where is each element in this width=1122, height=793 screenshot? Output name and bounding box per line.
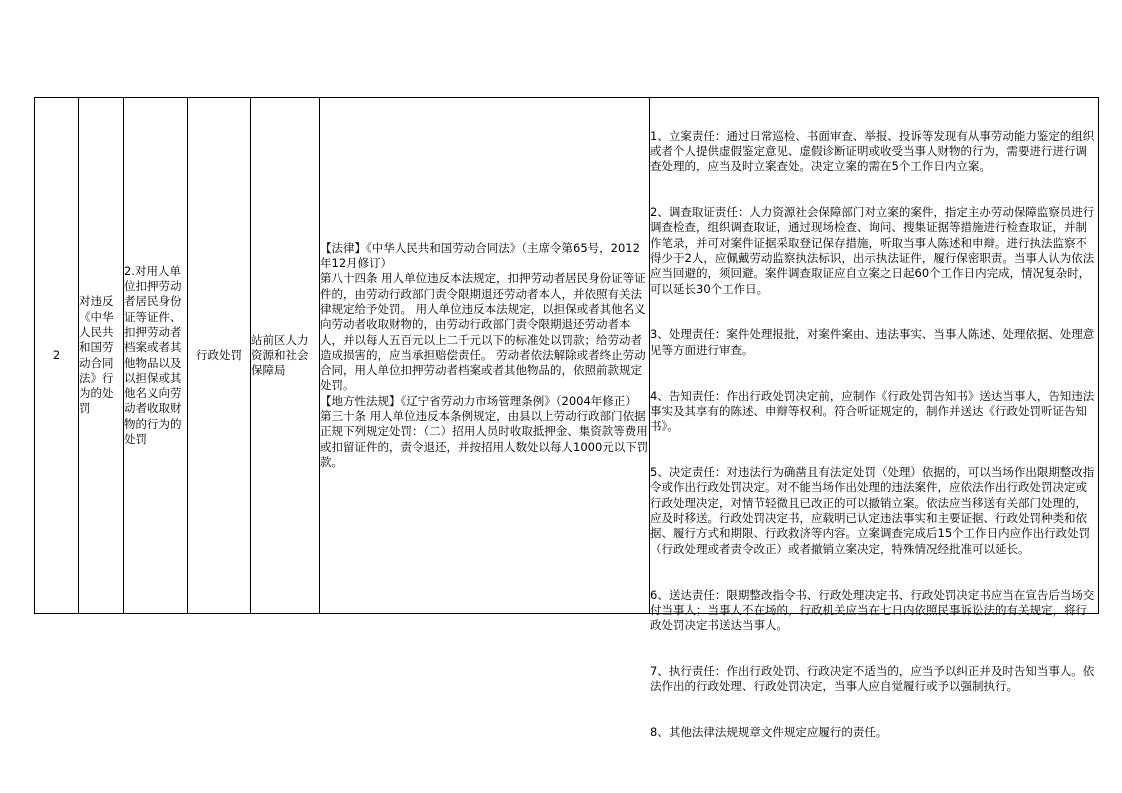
responsibility-item: 3、处理责任：案件处理报批，对案件案由、违法事实、当事人陈述、处理依据、处理意见等方面进行审查。 bbox=[650, 327, 1095, 357]
responsibility-item: 8、其他法律法规规章文件规定应履行的责任。 bbox=[650, 725, 888, 740]
responsibility-item: 2、调查取证责任：人力资源社会保障部门对立案的案件，指定主办劳动保障监察员进行调查检查，组织调查取证，通过现场检查、询问、搜集证据等措施进行检查取证，并制作笔录，并可对案件证据采取登记保存措施，听取当事人陈述和申辩。进行执法监察不得少于2人，应佩戴劳动监察执法标识，出示执法证件，履行保密职责。当事人认为依法应当回避的，须回避。案件调查取证应自立案之日起60个工作日内完成，情况复杂时，可以延长30个工作日。 bbox=[650, 205, 1095, 296]
sub-item: 2.对用人单位扣押劳动者居民身份证等证件、扣押劳动者档案或者其他物品以及以担保或其他名义向劳动者收取财物的行为的处罚 bbox=[124, 263, 182, 446]
responsibility-table bbox=[34, 97, 1099, 740]
responsibility-cell bbox=[650, 98, 1099, 740]
row-number-cell bbox=[35, 98, 79, 614]
basis-regulation-title: 【地方性法规】《辽宁省劳动力市场管理条例》（2004年修正） bbox=[320, 393, 637, 408]
row-number: 2 bbox=[52, 347, 61, 362]
legal-basis-cell bbox=[320, 98, 650, 614]
item-name-cell bbox=[79, 98, 124, 614]
responsibility-item: 7、执行责任：作出行政处罚、行政决定不适当的，应当予以纠正并及时告知当事人。依法作出的行政处理、行政处罚决定，当事人应自觉履行或予以强制执行。 bbox=[650, 663, 1095, 694]
department: 站前区人力资源和社会保障局 bbox=[251, 332, 309, 378]
responsibility-item: 1、立案责任：通过日常巡检、书面审查、举报、投诉等发现有从事劳动能力鉴定的组织或者个人提供虚假鉴定意见、虚假诊断证明或收受当事人财物的行为，需要进行进行调查处理的，应当及时立案查处。决定立案的需在5个工作日内立案。 bbox=[650, 128, 1095, 174]
basis-law-article: 第八十四条 用人单位违反本法规定，扣押劳动者居民身份证等证件的，由劳动行政部门责令限期退还劳动者本人，并依照有关法律规定给予处罚。 用人单位违反本法规定，以担保或者其他名义向劳动者收取财物的，由劳动行政部门责令限期退还劳动者本人，并以每人五百元以上二千元以下的标准处以罚款；给劳动者造成损害的，应当承担赔偿责任。 劳动者依法解除或者终止劳动合同，用人单位扣押劳动者档案或者其他物品的，依照前款规定处罚。 bbox=[320, 271, 646, 393]
responsibility-item: 6、送达责任：限期整改指令书、行政处理决定书、行政处罚决定书应当在宣告后当场交付当事人；当事人不在场的，行政机关应当在七日内依照民事诉讼法的有关规定，将行政处罚决定书送达当事人。 bbox=[650, 587, 1095, 633]
basis-law-title: 【法律】《中华人民共和国劳动合同法》（主席令第65号，2012年12月修订） bbox=[320, 240, 640, 271]
type-cell bbox=[188, 98, 251, 614]
table-row bbox=[35, 98, 1099, 614]
responsibility-item: 4、告知责任：作出行政处罚决定前，应制作《行政处罚告知书》送达当事人，告知违法事实及其享有的陈述、申辩等权利。符合听证规定的，制作并送达《行政处罚听证告知书》。 bbox=[650, 388, 1095, 434]
sub-item-cell bbox=[124, 98, 188, 614]
basis-regulation-article: 第三十条 用人单位违反本条例规定，由县以上劳动行政部门依据正规下列规定处罚：（二）招用人员时收取抵押金、集资款等费用或扣留证件的，责令退还，并按招用人数处以每人1000元以下罚款。 bbox=[320, 409, 649, 469]
responsibility-list bbox=[650, 98, 1098, 740]
department-cell bbox=[251, 98, 320, 614]
responsibility-item: 5、决定责任：对违法行为确凿且有法定处罚（处理）依据的，可以当场作出限期整改指令或作出行政处罚决定。对不能当场作出处理的违法案件，应依法作出行政处罚决定或行政处理决定，对情节轻微且已改正的可以撤销立案。依法应当移送有关部门处理的，应及时移送。行政处罚决定书，应载明已认定违法事实和主要证据、行政处罚种类和依据、履行方式和期限、行政救济等内容。立案调查完成后15个工作日内应作出行政处罚（行政处理或者责令改正）或者撤销立案决定，特殊情况经批准可以延长。 bbox=[650, 465, 1095, 556]
item-name: 对违反《中华人民共和国劳动合同法》行为的处罚 bbox=[79, 294, 114, 416]
item-type: 行政处罚 bbox=[196, 347, 242, 362]
